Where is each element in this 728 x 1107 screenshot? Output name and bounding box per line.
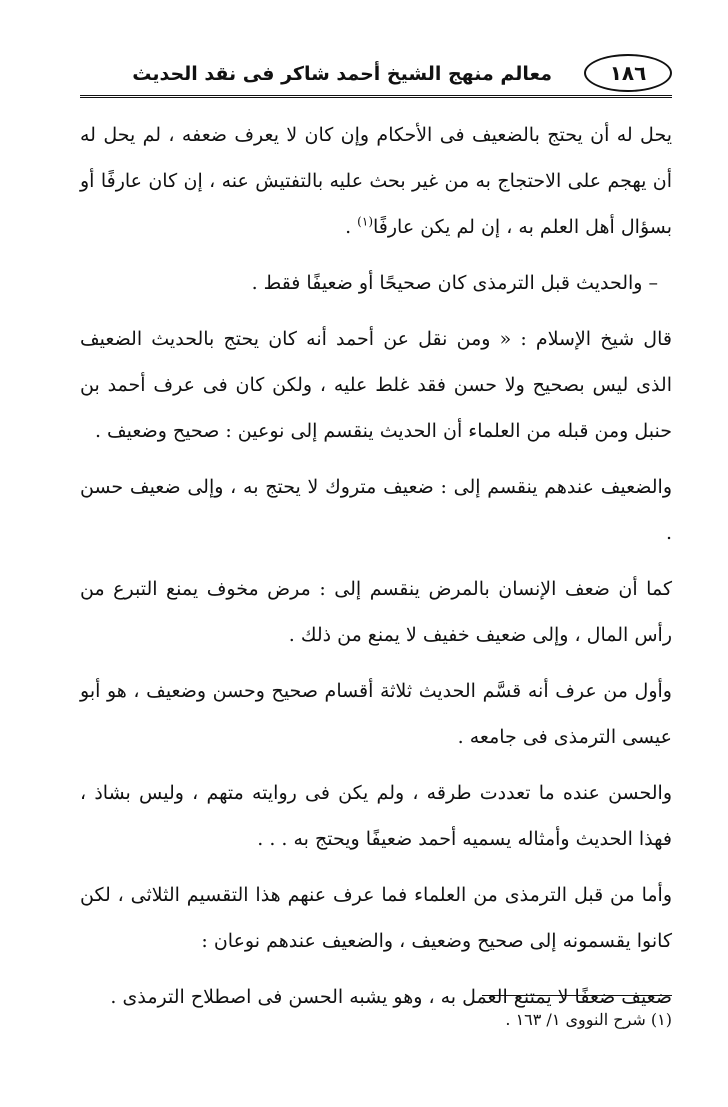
main-text xyxy=(80,112,672,1030)
paragraph-4: والضعيف عندهم ينقسم إلى : ضعيف متروك لا يحتج به ، وإلى ضعيف حسن . xyxy=(80,476,672,544)
paragraph-8: وأما من قبل الترمذى من العلماء فما عرف عنهم هذا التقسيم الثلاثى ، لكن كانوا يقسمونه إلى صحيح وضعيف ، والضعيف عندهم نوعان : xyxy=(80,884,672,952)
running-header xyxy=(80,52,672,98)
paragraph-1 xyxy=(80,112,672,250)
paragraph-9: ضعيف ضعفًا لا يمتنع العمل به ، وهو يشبه الحسن فى اصطلاح الترمذى . xyxy=(110,986,672,1008)
paragraph-6: وأول من عرف أنه قسَّم الحديث ثلاثة أقسام صحيح وحسن وضعيف ، هو أبو عيسى الترمذى فى جامعه . xyxy=(80,680,672,748)
paragraph-2: – والحديث قبل الترمذى كان صحيحًا أو ضعيفًا فقط . xyxy=(251,272,658,294)
running-title: معالم منهج الشيخ أحمد شاكر فى نقد الحديث xyxy=(132,63,552,85)
paragraph-7: والحسن عنده ما تعددت طرقه ، ولم يكن فى روايته متهم ، وليس بشاذ ، فهذا الحديث وأمثاله يسميه أحمد ضعيفًا ويحتج به . . . xyxy=(80,782,672,850)
paragraph-1-text: يحل له أن يحتج بالضعيف فى الأحكام وإن كان لا يعرف ضعفه ، لم يحل له أن يهجم على الاحتجاج به من غير بحث عليه بالتفتيش عنه ، إن كان عارفًا أو بسؤال أهل العلم به ، إن لم يكن عارفًا xyxy=(80,124,672,238)
footnote: (١) شرح النووى ١/ ١٦٣ . xyxy=(505,1010,672,1029)
page-number: ١٨٦ xyxy=(584,54,672,92)
paragraph-3: قال شيخ الإسلام : « ومن نقل عن أحمد أنه كان يحتج بالحديث الضعيف الذى ليس بصحيح ولا حسن فقد غلط عليه ، ولكن كان فى عرف أحمد بن حنبل ومن قبله من العلماء أن الحديث ينقسم إلى نوعين : صحيح وضعيف . xyxy=(80,328,672,442)
footnote-marker: (١) xyxy=(357,214,373,229)
paragraph-5: كما أن ضعف الإنسان بالمرض ينقسم إلى : مرض مخوف يمنع التبرع من رأس المال ، وإلى ضعيف خفيف لا يمنع من ذلك . xyxy=(80,578,672,646)
paragraph-1-end: . xyxy=(345,216,358,238)
footnote-rule xyxy=(482,995,672,996)
header-rule xyxy=(80,95,672,98)
